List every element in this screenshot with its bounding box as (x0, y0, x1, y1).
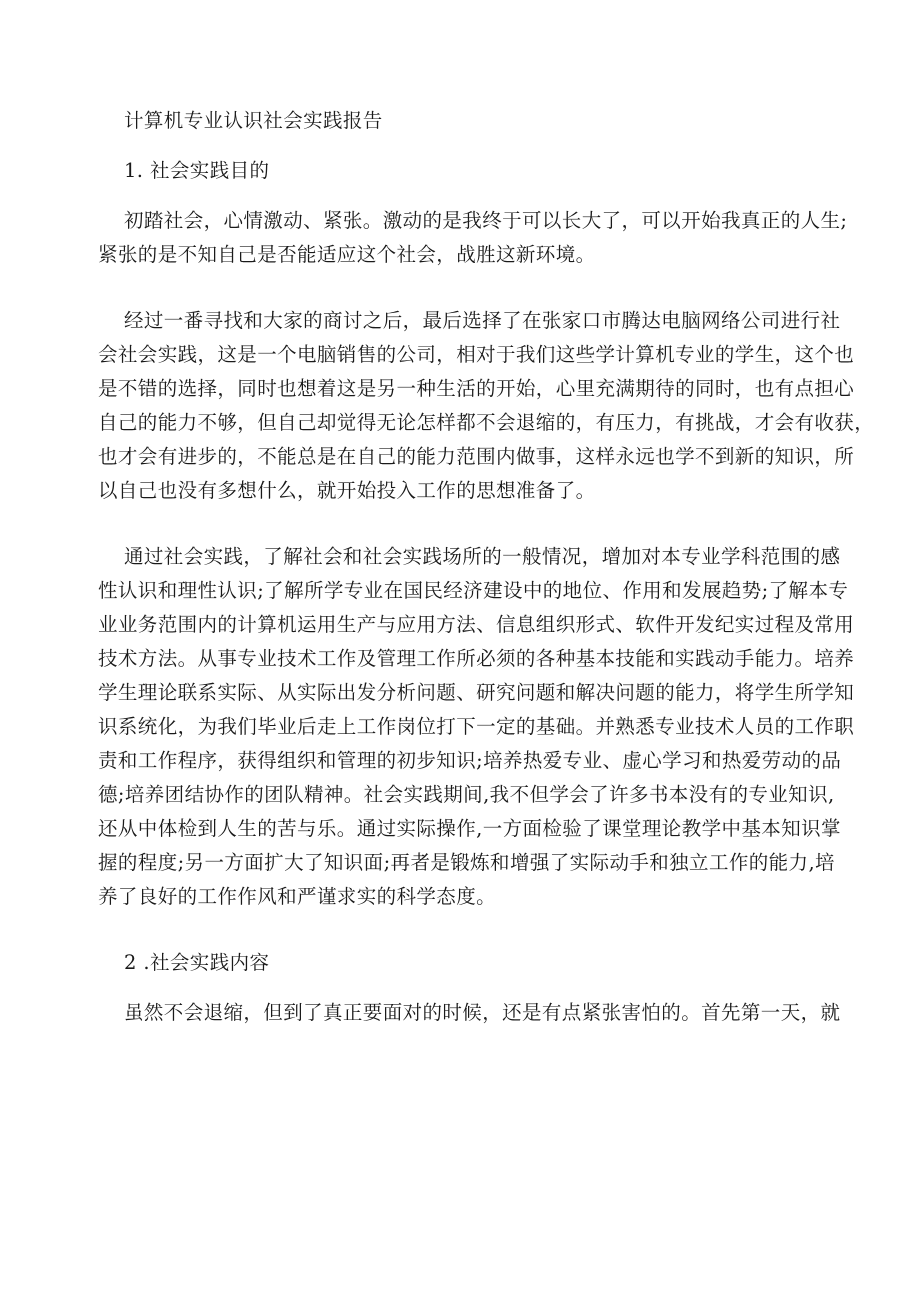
section-heading-1: 1. 社会实践目的 (124, 159, 270, 182)
paragraph-line: 技术方法。从事专业技术工作及管理工作所必须的各种基本技能和实践动手能力。培养 (98, 647, 855, 670)
paragraph-line: 德;培养团结协作的团队精神。社会实践期间,我不但学会了许多书本没有的专业知识, (98, 783, 835, 806)
paragraph-line: 握的程度;另一方面扩大了知识面;再者是锻炼和增强了实际动手和独立工作的能力,培 (98, 851, 835, 874)
paragraph-line: 识系统化，为我们毕业后走上工作岗位打下一定的基础。并熟悉专业技术人员的工作职 (98, 715, 855, 738)
document-title: 计算机专业认识社会实践报告 (124, 109, 383, 132)
paragraph-line: 通过社会实践，了解社会和社会实践场所的一般情况，增加对本专业学科范围的感 (124, 545, 841, 568)
paragraph-line: 养了良好的工作作风和严谨求实的科学态度。 (98, 885, 497, 908)
paragraph-3 (98, 540, 855, 914)
paragraph-line: 自己的能力不够，但自己却觉得无论怎样都不会退缩的，有压力，有挑战，才会有收获， (98, 411, 875, 434)
paragraph-line: 还从中体检到人生的苦与乐。通过实际操作,一方面检验了课堂理论教学中基本知识掌 (98, 817, 841, 840)
paragraph-line: 是不错的选择，同时也想着这是另一种生活的开始，心里充满期待的同时，也有点担心 (98, 377, 855, 400)
document-body (98, 104, 875, 1030)
paragraph-line: 性认识和理性认识;了解所学专业在国民经济建设中的地位、作用和发展趋势;了解本专 (98, 579, 849, 602)
paragraph-line: 责和工作程序，获得组织和管理的初步知识;培养热爱专业、虚心学习和热爱劳动的品 (98, 749, 842, 772)
paragraph-line: 紧张的是不知自己是否能适应这个社会，战胜这新环境。 (98, 243, 596, 266)
section-heading-2: 2 .社会实践内容 (124, 951, 270, 974)
paragraph-line: 虽然不会退缩，但到了真正要面对的时候，还是有点紧张害怕的。首先第一天，就 (124, 1001, 841, 1024)
paragraph-line: 也才会有进步的，不能总是在自己的能力范围内做事，这样永远也学不到新的知识，所 (98, 445, 855, 468)
paragraph-line: 以自己也没有多想什么，就开始投入工作的思想准备了。 (98, 479, 596, 502)
paragraph-line: 经过一番寻找和大家的商讨之后，最后选择了在张家口市腾达电脑网络公司进行社 (124, 309, 841, 332)
paragraph-line: 业业务范围内的计算机运用生产与应用方法、信息组织形式、软件开发纪实过程及常用 (98, 613, 855, 636)
paragraph-line: 会社会实践，这是一个电脑销售的公司，相对于我们这些学计算机专业的学生，这个也 (98, 343, 855, 366)
paragraph-2 (98, 304, 875, 508)
paragraph-line: 初踏社会，心情激动、紧张。激动的是我终于可以长大了，可以开始我真正的人生; (124, 209, 848, 232)
paragraph-1 (98, 204, 852, 272)
paragraph-line: 学生理论联系实际、从实际出发分析问题、研究问题和解决问题的能力，将学生所学知 (98, 681, 855, 704)
paragraph-4 (124, 996, 852, 1030)
